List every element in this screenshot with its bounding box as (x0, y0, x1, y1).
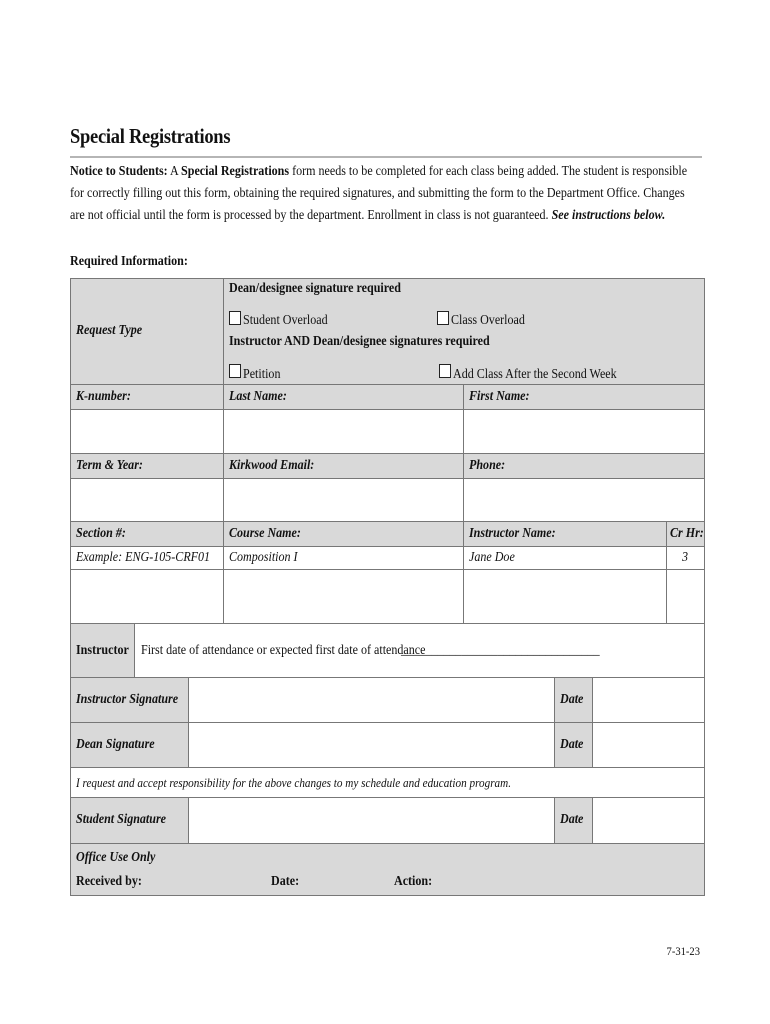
cr-hr-label: Cr Hr: (670, 526, 704, 541)
dean-date-label: Date (560, 737, 584, 752)
class-overload-checkbox[interactable] (437, 311, 449, 325)
first-name-header (463, 384, 705, 410)
instructor-name-label: Instructor Name: (469, 526, 556, 541)
last-name-field[interactable] (223, 409, 464, 454)
k-number-header (70, 384, 224, 410)
term-year-header (70, 453, 224, 479)
instructor-name-header (463, 521, 667, 547)
attendance-date-blank: _________________________________ (401, 643, 600, 658)
course-name-label: Course Name: (229, 526, 301, 541)
instructor-name-field[interactable] (463, 569, 667, 624)
instructor-label-cell (70, 623, 135, 678)
dean-signature-label: Dean Signature (76, 737, 155, 752)
phone-label: Phone: (469, 458, 506, 473)
student-signature-label-cell (70, 797, 189, 844)
received-by-label: Received by: (76, 874, 142, 889)
section-label: Section #: (76, 526, 126, 541)
acknowledgement-text: I request and accept responsibility for the above changes to my schedule and education program. (76, 775, 512, 790)
dean-signature-field[interactable] (188, 722, 555, 768)
first-name-label: First Name: (469, 389, 530, 404)
office-use-heading: Office Use Only (76, 850, 156, 865)
request-type-options-cell (223, 278, 705, 385)
k-number-field[interactable] (70, 409, 224, 454)
notice-paragraph (70, 161, 689, 227)
email-label: Kirkwood Email: (229, 458, 315, 473)
first-name-field[interactable] (463, 409, 705, 454)
example-instructor: Jane Doe (469, 550, 515, 565)
request-type-label: Request Type (76, 323, 143, 338)
example-cr-hr: 3 (682, 550, 689, 565)
office-use-section (70, 843, 705, 896)
dean-signature-label-cell (70, 722, 189, 768)
attendance-date-field[interactable] (134, 623, 705, 678)
student-date-label-cell (554, 797, 593, 844)
required-info-heading: Required Information: (70, 254, 188, 269)
instructor-date-label: Date (560, 692, 584, 707)
add-class-after-checkbox[interactable] (439, 364, 451, 378)
dean-date-field[interactable] (592, 722, 705, 768)
acknowledgement-row (70, 767, 705, 798)
instructor-signature-label: Instructor Signature (76, 692, 179, 707)
example-cr-hr-cell (666, 546, 705, 570)
office-action-label: Action: (394, 874, 433, 889)
student-date-label: Date (560, 812, 584, 827)
example-course-cell (223, 546, 464, 570)
petition-label: Petition (243, 367, 281, 382)
last-name-header (223, 384, 464, 410)
instructor-dean-heading: Instructor AND Dean/designee signatures required (229, 334, 490, 349)
instructor-signature-field[interactable] (188, 677, 555, 723)
example-section: Example: ENG-105-CRF01 (76, 550, 211, 565)
dean-date-label-cell (554, 722, 593, 768)
student-date-field[interactable] (592, 797, 705, 844)
email-field[interactable] (223, 478, 464, 522)
petition-checkbox[interactable] (229, 364, 241, 378)
instructor-row-label: Instructor (76, 643, 129, 658)
term-year-label: Term & Year: (76, 458, 143, 473)
student-signature-label: Student Signature (76, 812, 167, 827)
add-class-after-label: Add Class After the Second Week (453, 367, 617, 382)
k-number-label: K-number: (76, 389, 131, 404)
phone-field[interactable] (463, 478, 705, 522)
term-year-field[interactable] (70, 478, 224, 522)
notice-text: form needs to be completed for each class being added. The student is responsible for correctly filling out this form, obtaining the required signatures, and submitting the form to the Department Office. Changes are not official until the form is processed by the department. Enrollment in class is not guaranteed. (70, 164, 688, 223)
class-overload-label: Class Overload (451, 313, 525, 328)
section-field[interactable] (70, 569, 224, 624)
instructor-signature-label-cell (70, 677, 189, 723)
notice-form-name: Special Registrations (181, 164, 290, 179)
notice-label: Notice to Students: (70, 164, 168, 179)
attendance-date-text: First date of attendance or expected first date of attendance (141, 643, 426, 658)
dean-signature-heading: Dean/designee signature required (229, 281, 401, 296)
last-name-label: Last Name: (229, 389, 287, 404)
cr-hr-header (666, 521, 705, 547)
cr-hr-field[interactable] (666, 569, 705, 624)
notice-text-pre: A (167, 164, 182, 179)
student-overload-checkbox[interactable] (229, 311, 241, 325)
notice-instructions-ref: See instructions below. (551, 208, 666, 223)
example-instructor-cell (463, 546, 667, 570)
student-overload-label: Student Overload (243, 313, 328, 328)
course-name-field[interactable] (223, 569, 464, 624)
form-version: 7-31-23 (666, 944, 700, 958)
page-title: Special Registrations (70, 124, 231, 148)
course-name-header (223, 521, 464, 547)
example-course: Composition I (229, 550, 298, 565)
section-header (70, 521, 224, 547)
title-divider (70, 156, 702, 158)
example-section-cell (70, 546, 224, 570)
email-header (223, 453, 464, 479)
request-type-label-cell (70, 278, 224, 385)
office-date-label: Date: (271, 874, 300, 889)
student-signature-field[interactable] (188, 797, 555, 844)
phone-header (463, 453, 705, 479)
instructor-date-field[interactable] (592, 677, 705, 723)
instructor-date-label-cell (554, 677, 593, 723)
